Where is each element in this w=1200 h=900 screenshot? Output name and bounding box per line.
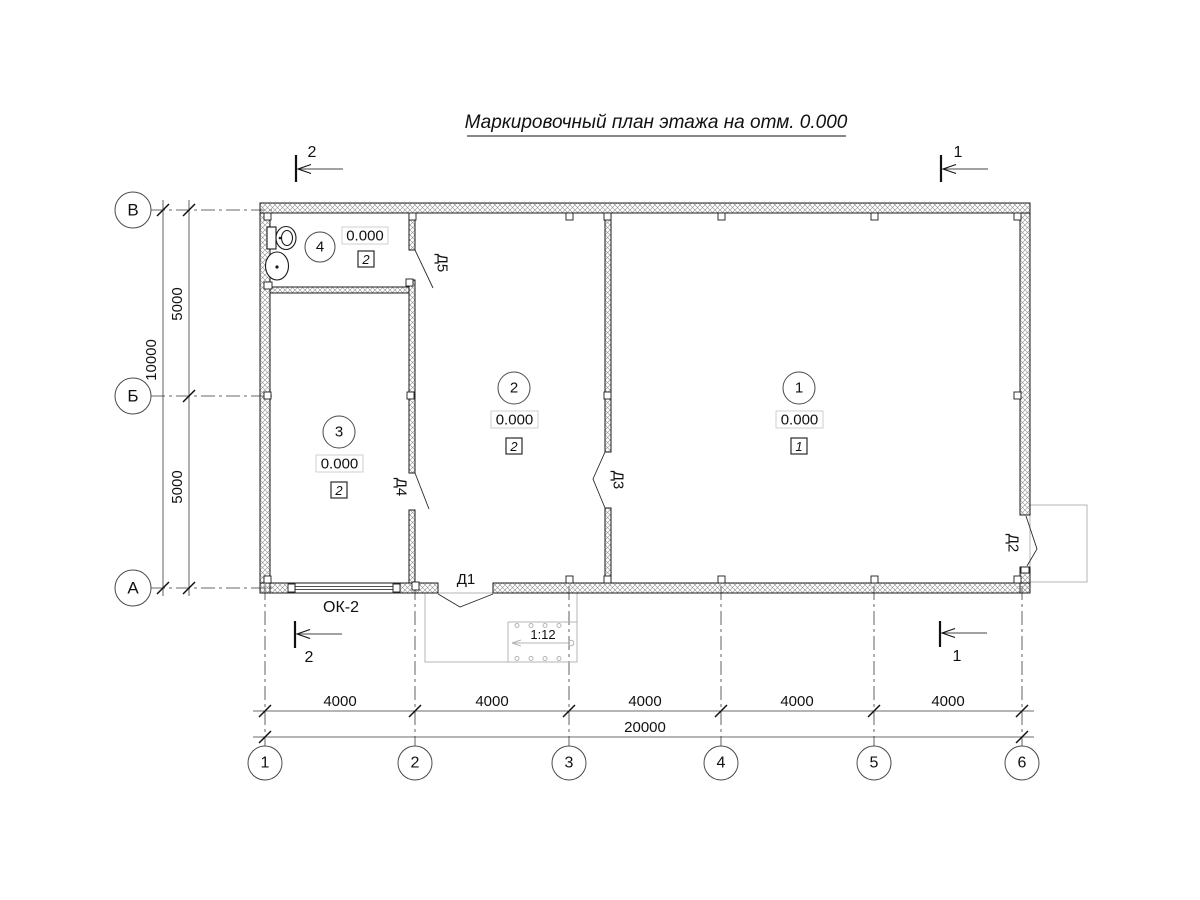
door-swing-lines (415, 250, 1037, 607)
column-axis-bubbles (248, 746, 1039, 780)
door-d5-leaf (415, 250, 433, 288)
dim-left-span-2: 5000 (169, 470, 186, 504)
bottom-dimension-lines (253, 693, 1034, 743)
dim-bottom-span-2: 4000 (475, 693, 509, 710)
room-4-type-mark: 2 (362, 252, 370, 267)
axis-col-3-label: 3 (564, 754, 574, 772)
door-d3-leaf (593, 452, 605, 508)
door-d1-leaf (438, 594, 493, 607)
exterior-walls (260, 203, 1030, 593)
door-label-d3: Д3 (609, 470, 627, 490)
room-4-elevation: 0.000 (346, 227, 384, 245)
door-label-d4: Д4 (392, 477, 410, 497)
axis-col-6-label: 6 (1017, 754, 1027, 772)
dim-bottom-total: 20000 (624, 719, 666, 736)
door-label-d1: Д1 (456, 571, 476, 588)
room-3-annotation (316, 416, 363, 498)
side-porch-outline (1030, 505, 1087, 582)
section-1-top-label: 1 (953, 144, 963, 161)
room-3-elevation: 0.000 (320, 455, 359, 473)
room-1-elevation: 0.000 (780, 411, 819, 429)
row-axis-bubbles (115, 192, 151, 606)
door-label-d2: Д2 (1004, 533, 1022, 553)
room-3-number: 3 (334, 423, 344, 441)
section-mark-2-bottom (295, 621, 342, 666)
room-4-number: 4 (315, 238, 325, 256)
axis-row-a-label: А (127, 578, 139, 598)
dim-left-span-1: 5000 (169, 287, 186, 321)
dim-left-total: 10000 (143, 339, 160, 381)
dim-bottom-span-4: 4000 (780, 693, 814, 710)
section-mark-1-bottom (940, 621, 987, 665)
room-3-type-mark: 2 (335, 483, 343, 498)
axis-col-4-label: 4 (716, 754, 726, 772)
door-d4-leaf (415, 473, 429, 509)
window-ok2-label: ОК-2 (323, 599, 359, 616)
room-2-number: 2 (509, 379, 519, 397)
door-d2-leaf (1026, 516, 1037, 566)
wall-cap-marks (264, 213, 1029, 592)
room-1-number: 1 (794, 379, 804, 397)
toilet-fixture (267, 227, 296, 250)
window-ok2 (295, 583, 400, 593)
ramp-slope-label: 1:12 (530, 627, 556, 642)
axis-row-v-label: В (127, 200, 139, 220)
section-2-top-label: 2 (307, 144, 317, 161)
dim-bottom-span-3: 4000 (628, 693, 662, 710)
axis-col-5-label: 5 (869, 754, 879, 772)
room-2-type-mark: 2 (510, 439, 518, 454)
door-label-d5: Д5 (433, 253, 451, 273)
dim-bottom-span-1: 4000 (323, 693, 357, 710)
room-4-annotation (305, 227, 388, 267)
axis-col-2-label: 2 (410, 754, 420, 772)
sink-fixture (266, 252, 289, 280)
section-mark-1-top (941, 144, 988, 182)
room-2-annotation (491, 372, 538, 454)
room-1-type-mark: 1 (795, 439, 803, 454)
section-2-bottom-label: 2 (304, 649, 314, 666)
dim-bottom-span-5: 4000 (931, 693, 965, 710)
room-1-annotation (776, 372, 823, 454)
section-1-bottom-label: 1 (952, 648, 962, 665)
axis-col-1-label: 1 (260, 754, 270, 772)
drawing-title: Маркировочный план этажа на отм. 0.000 (464, 112, 848, 133)
axis-row-b-label: Б (127, 386, 139, 406)
section-mark-2-top (296, 144, 343, 182)
room-2-elevation: 0.000 (495, 411, 534, 429)
